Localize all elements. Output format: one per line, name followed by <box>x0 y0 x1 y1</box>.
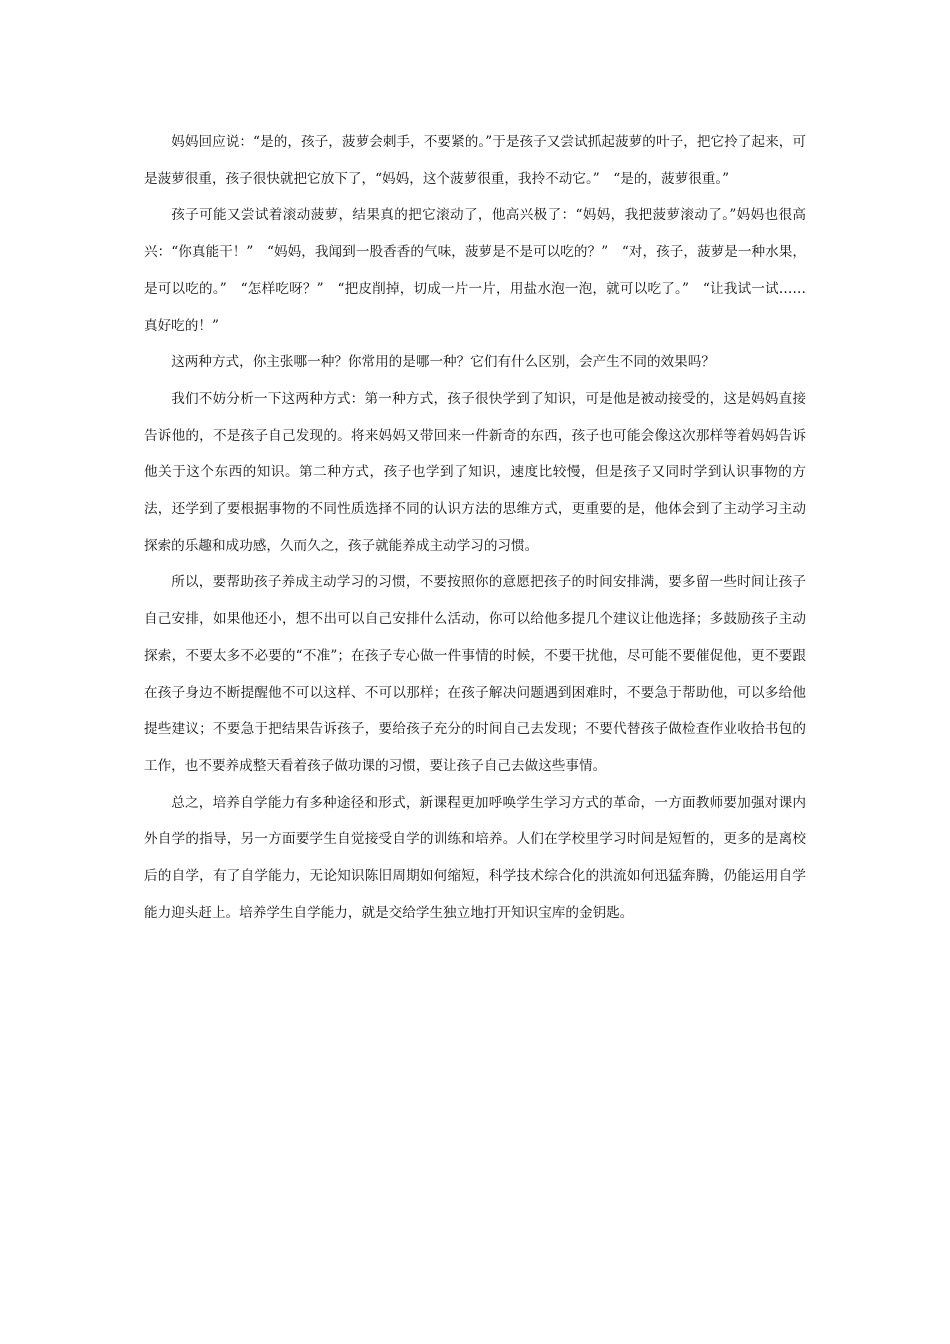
paragraph-mother-response: 妈妈回应说：“是的，孩子，菠萝会刺手，不要紧的。”于是孩子又尝试抓起菠萝的叶子，把它拎了起来，可是菠萝很重，孩子很快就把它放下了，“妈妈，这个菠萝很重，我拎不动它。” “是的，菠萝很重。” <box>144 134 806 187</box>
document-body <box>144 124 806 931</box>
paragraph-question: 这两种方式，你主张哪一种？你常用的是哪一种？它们有什么区别，会产生不同的效果吗？ <box>171 354 715 371</box>
paragraph-advice: 所以，要帮助孩子养成主动学习的习惯，不要按照你的意愿把孩子的时间安排满，要多留一些时间让孩子自己安排，如果他还小，想不出可以自己安排什么活动，你可以给他多提几个建议让他选择；多鼓励孩子主动探索，不要太多不必要的“不准”；在孩子专心做一件事情的时候，不要干扰他，尽可能不要催促他，更不要跟在孩子身边不断提醒他不可以这样、不可以那样；在孩子解决问题遇到困难时，不要急于帮助他，可以多给他提些建议；不要急于把结果告诉孩子，要给孩子充分的时间自己去发现；不要代替孩子做检查作业收拾书包的工作，也不要养成整天看着孩子做功课的习惯，要让孩子自己去做这些事情。 <box>144 574 806 774</box>
paragraph-conclusion: 总之，培养自学能力有多种途径和形式，新课程更加呼唤学生学习方式的革命，一方面教师要加强对课内外自学的指导，另一方面要学生自觉接受自学的训练和培养。人们在学校里学习时间是短暂的，更多的是离校后的自学，有了自学能力，无论知识陈旧周期如何缩短，科学技术综合化的洪流如何迅猛奔腾，仍能运用自学能力迎头赶上。培养学生自学能力，就是交给学生独立地打开知识宝库的金钥匙。 <box>144 794 806 921</box>
paragraph-child-rolls-pineapple: 孩子可能又尝试着滚动菠萝，结果真的把它滚动了，他高兴极了：“妈妈，我把菠萝滚动了。”妈妈也很高兴：“你真能干！” “妈妈，我闻到一股香香的气味，菠萝是不是可以吃的？” “对，孩子，菠萝是一种水果，是可以吃的。” “怎样吃呀？” “把皮削掉，切成一片一片，用盐水泡一泡，就可以吃了。” “让我试一试……真好吃的！” <box>144 207 806 334</box>
paragraph-analysis: 我们不妨分析一下这两种方式：第一种方式，孩子很快学到了知识，可是他是被动接受的，这是妈妈直接告诉他的，不是孩子自己发现的。将来妈妈又带回来一件新奇的东西，孩子也可能会像这次那样等着妈妈告诉他关于这个东西的知识。第二种方式，孩子也学到了知识，速度比较慢，但是孩子又同时学到认识事物的方法，还学到了要根据事物的不同性质选择不同的认识方法的思维方式，更重要的是，他体会到了主动学习主动探索的乐趣和成功感，久而久之，孩子就能养成主动学习的习惯。 <box>144 390 806 554</box>
